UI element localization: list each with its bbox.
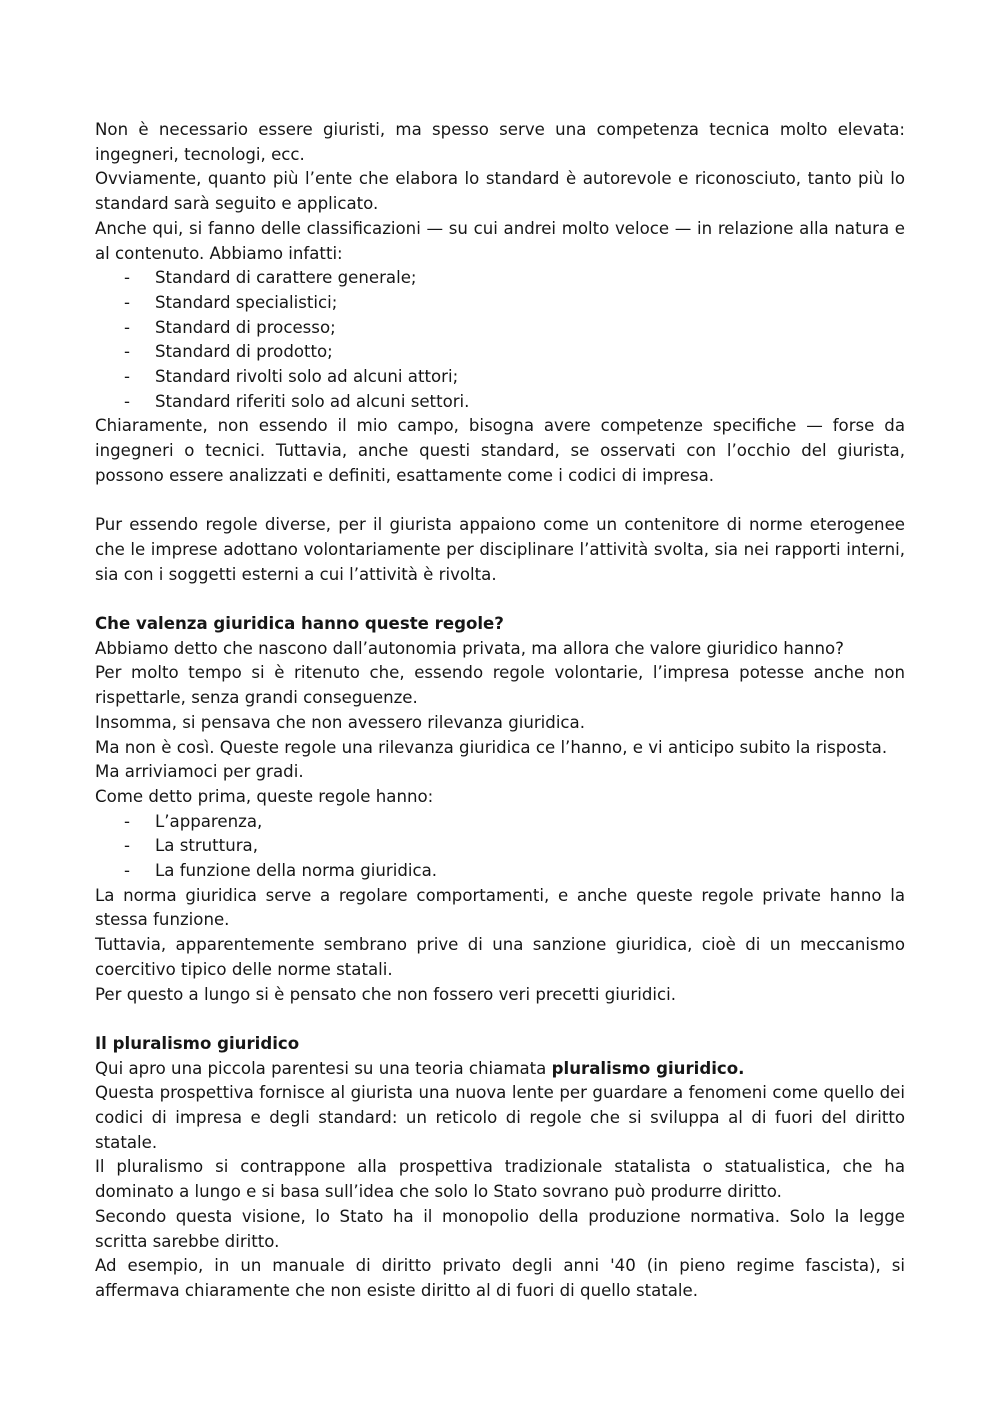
paragraph: Ovviamente, quanto più l’ente che elabora lo standard è autorevole e riconosciuto, tanto più lo standard sarà seguito e applicato. bbox=[95, 169, 905, 214]
list-item: - La funzione della norma giuridica. bbox=[95, 859, 905, 884]
dash-bullet: - bbox=[124, 836, 130, 856]
paragraph-gap bbox=[95, 489, 905, 514]
paragraph: Questa prospettiva fornisce al giurista una nuova lente per guardare a fenomeni come quello dei codici di impresa e degli standard: un reticolo di regole che si sviluppa al di fuori del diritto statale. bbox=[95, 1083, 905, 1152]
list-item: - L’apparenza, bbox=[95, 810, 905, 835]
paragraph: Tuttavia, apparentemente sembrano prive di una sanzione giuridica, cioè di un meccanismo coercitivo tipico delle norme statali. bbox=[95, 935, 905, 979]
list-item: - Standard riferiti solo ad alcuni settori. bbox=[95, 390, 905, 415]
paragraph: Abbiamo detto che nascono dall’autonomia privata, ma allora che valore giuridico hanno? bbox=[95, 638, 844, 658]
paragraph: Chiaramente, non essendo il mio campo, bisogna avere competenze specifiche — forse da ingegneri o tecnici. Tuttavia, anche questi standard, se osservati con l’occhio del giurista, possono essere analizzati e definiti, esattamente come i codici di impresa. bbox=[95, 416, 905, 485]
list-item: - Standard specialistici; bbox=[95, 291, 905, 316]
section-heading: Che valenza giuridica hanno queste regole? bbox=[95, 614, 504, 634]
norm-features-list bbox=[95, 810, 905, 884]
paragraph: Ad esempio, in un manuale di diritto privato degli anni '40 (in pieno regime fascista), si affermava chiaramente che non esiste diritto al di fuori di quello statale. bbox=[95, 1256, 905, 1300]
list-item: - Standard di carattere generale; bbox=[95, 266, 905, 291]
paragraph-gap bbox=[95, 1007, 905, 1032]
paragraph-gap bbox=[95, 587, 905, 612]
dash-bullet: - bbox=[124, 292, 130, 312]
bold-term: pluralismo giuridico. bbox=[551, 1058, 745, 1078]
document-page bbox=[95, 118, 905, 1304]
list-item: - Standard di prodotto; bbox=[95, 340, 905, 365]
list-item: - La struttura, bbox=[95, 834, 905, 859]
paragraph: Il pluralismo si contrappone alla prospettiva tradizionale statalista o statualistica, che ha dominato a lungo e si basa sull’idea che solo lo Stato sovrano può produrre diritto. bbox=[95, 1157, 905, 1202]
paragraph: Per questo a lungo si è pensato che non fossero veri precetti giuridici. bbox=[95, 984, 676, 1004]
dash-bullet: - bbox=[124, 811, 130, 831]
dash-bullet: - bbox=[124, 342, 130, 362]
paragraph: Come detto prima, queste regole hanno: bbox=[95, 786, 434, 806]
dash-bullet: - bbox=[124, 317, 130, 337]
paragraph: Ma non è così. Queste regole una rilevanza giuridica ce l’hanno, e vi anticipo subito la risposta. bbox=[95, 737, 888, 757]
dash-bullet: - bbox=[124, 861, 130, 881]
paragraph: Ma arriviamoci per gradi. bbox=[95, 762, 304, 782]
list-item: - Standard di processo; bbox=[95, 316, 905, 341]
paragraph: Non è necessario essere giuristi, ma spesso serve una competenza tecnica molto elevata: ingegneri, tecnologi, ecc. bbox=[95, 120, 905, 164]
section-heading: Il pluralismo giuridico bbox=[95, 1033, 300, 1053]
paragraph: Pur essendo regole diverse, per il giurista appaiono come un contenitore di norme eterogenee che le imprese adottano volontariamente per disciplinare l’attività svolta, sia nei rapporti interni, sia con i soggetti esterni a cui l’attività è rivolta. bbox=[95, 515, 905, 584]
paragraph: La norma giuridica serve a regolare comportamenti, e anche queste regole private hanno la stessa funzione. bbox=[95, 885, 905, 930]
paragraph: Insomma, si pensava che non avessero rilevanza giuridica. bbox=[95, 712, 586, 732]
dash-bullet: - bbox=[124, 268, 130, 288]
paragraph: Per molto tempo si è ritenuto che, essendo regole volontarie, l’impresa potesse anche non rispettarle, senza grandi conseguenze. bbox=[95, 663, 905, 708]
paragraph: Anche qui, si fanno delle classificazioni — su cui andrei molto veloce — in relazione alla natura e al contenuto. Abbiamo infatti: bbox=[95, 218, 905, 263]
list-item: - Standard rivolti solo ad alcuni attori; bbox=[95, 365, 905, 390]
dash-bullet: - bbox=[124, 367, 130, 387]
standards-list bbox=[95, 266, 905, 414]
paragraph: Secondo questa visione, lo Stato ha il monopolio della produzione normativa. Solo la legge scritta sarebbe diritto. bbox=[95, 1206, 905, 1251]
dash-bullet: - bbox=[124, 391, 130, 411]
paragraph: Qui apro una piccola parentesi su una teoria chiamata pluralismo giuridico. bbox=[95, 1058, 745, 1078]
